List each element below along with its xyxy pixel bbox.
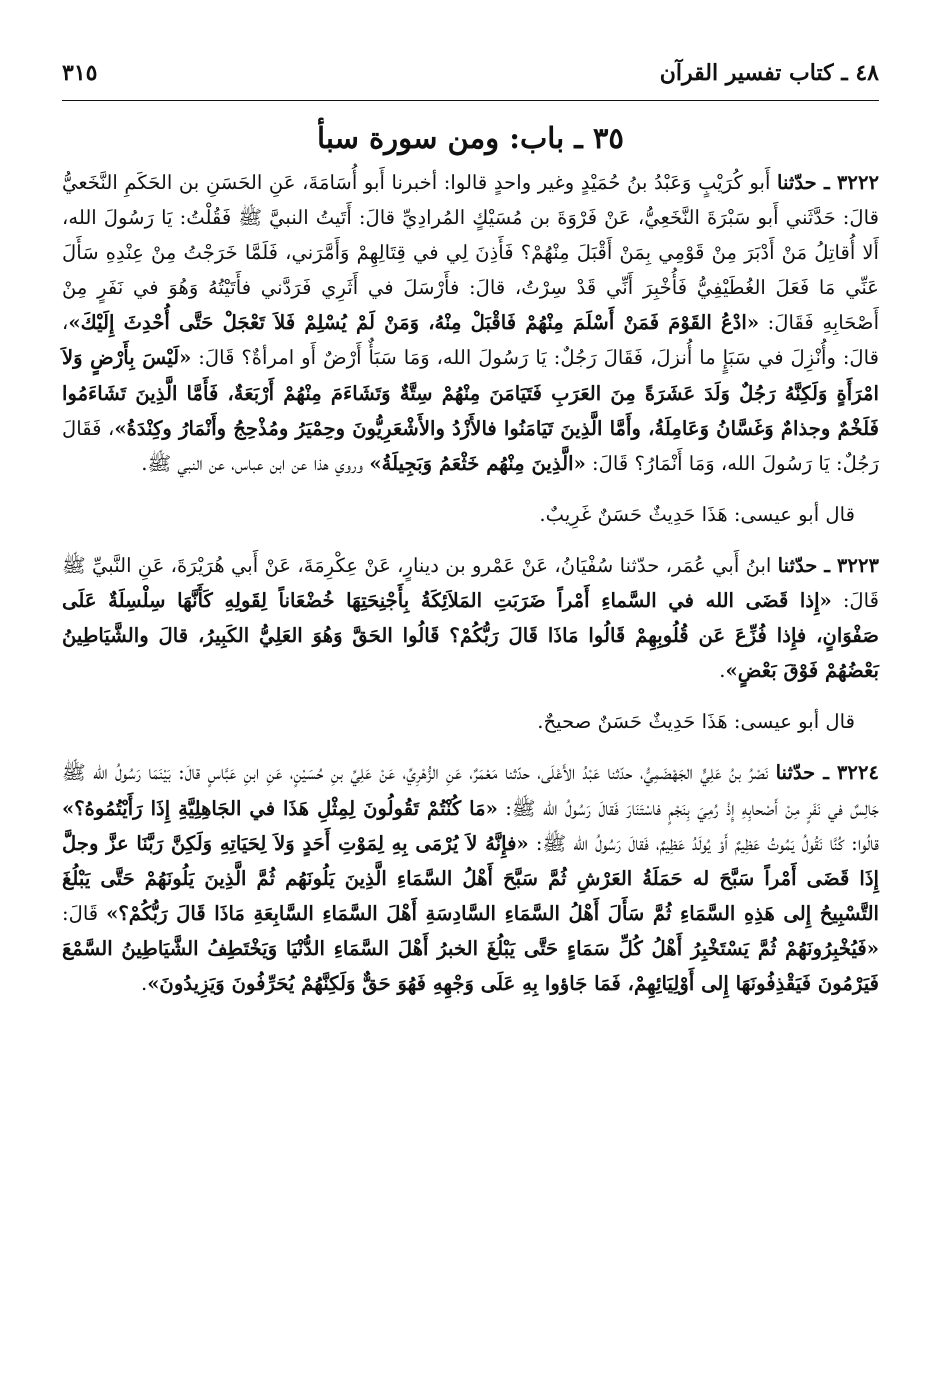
hadith-text: قالُوا: كُنَّا نَقُولُ يَمُوتُ عَظِيمٌ أَوْ يُولَدُ عَظِيمٌ، فَقالَ رَسُولُ الله ﷺ: [528,831,879,855]
prophetic-quote: «مَا كُنْتُمْ تَقُولُونَ لِمِثْلِ هَذَا في الجَاهِلِيَّةِ إِذَا رَأَيْتُمُوهُ؟» [62,796,498,820]
prophetic-quote: «إِذا قَضَى الله في السَّماءِ أَمْراً ضَرَبَتِ المَلاَئِكَةُ بِأَجْنِحَتِهَا خُضْعَاناً لِقَولِهِ كَأَنَّهَا سِلْسِلَةٌ عَلَى صَفْوَانٍ، فإِذا فُزِّعَ عَن قُلُوبِهِمْ قَالُوا مَاذَا قَالَ رَبُّكُمْ؟ قَالُوا الحَقَّ وَهُوَ العَلِيُّ الكَبِيرُ، قالَ والشَّيَاطِينُ بَعْضُهُمْ فَوْقَ بَعْضٍ» [62,589,879,683]
hadith-text: أَبو كُرَيْبٍ وَعَبْدُ بنُ حُمَيْدٍ وغير واحدٍ قالوا: أخبرنا أَبو أُسَامَةَ، عَنِ الحَسَنِ بن الحَكَمِ النَّخَعيُّ قالَ: حَدَّثَني أَبو سَبْرَةَ النَّخَعِيُّ، عَنْ فَرْوَةَ بن مُسَيْكٍ المُرادِيِّ قالَ: أَتَيتُ النبيَّ ﷺ فَقُلْتُ: يَا رَسُولَ الله، أَلا أُقاتِلُ مَنْ أَدْبَرَ مِنْ قَوْمِي بِمَنْ أَقْبَلَ مِنْهُمْ؟ فَأَذِنَ لِي في قِتَالِهِمْ وَأَمَّرَني، فَلَمَّا خَرَجْتُ مِنْ عِنْدِهِ سَأَلَ عَنِّي مَا فَعَلَ الغُطَيْفِيُّ فَأُخْبِرَ أَنِّي قَدْ سِرْتُ، قالَ: فأَرْسَلَ في أَثَرِي فَرَدَّني فأَتَيْتُهُ وَهُوَ في نَفَرٍ مِنْ أَصْحَابِهِ فَقَالَ: [62,171,880,335]
prophetic-quote: «ادْعُ القَوْمَ فَمَنْ أَسْلَمَ مِنْهُمْ فَاقْبَلْ مِنْهُ، وَمَنْ لَمْ يُسْلِمْ فَلاَ تَعْجَلْ حَتَّى أُحْدِثَ إِلَيْكَ» [68,311,760,335]
hadith-text: ، فَقَالَ رَجُلٌ: يَا رَسُولَ الله، وَمَا أَنْمَارُ؟ قَالَ: [62,416,879,475]
prophetic-quote: «فَيُخْبِرُونَهُمْ ثُمَّ يَسْتَخْبِرُ أَهْلُ كُلِّ سَمَاءٍ حَتَّى يَبْلُغَ الخبرُ أَهْلَ السَّمَاءِ الدُّنْيَا وَيَخْتَطِفُ الشَّيَاطِينُ السَّمْعَ فَيَرْمُونَ فَيَقْذِفُونَهَا إِلى أَوْلِيَائِهِمْ، فَمَا جَاؤوا بِهِ عَلَى وَجْهِهِ فَهُوَ حَقٌّ وَلَكِنَّهُمْ يُحَرِّفُونَ وَيَزِيدُونَ» [62,936,879,995]
hadith-text: قَالَ: [62,901,107,925]
hadith-text: ابنُ أَبي عُمَر، حدّثنا سُفْيَانُ، عَنْ عَمْرو بن دينارٍ، عَنْ عِكْرِمَةَ، عَنْ أَبي هُرَيْرَةَ، عَنِ النَّبيِّ ﷺ قَالَ: [62,553,880,613]
hadith-text: وروي هذا عن ابن عباس، عن النبي ﷺ. [141,451,370,475]
running-header [62,60,879,101]
prophetic-quote: «الَّذِينَ مِنْهُم خَثْعَمُ وَبَجِيلَةُ» [369,451,586,475]
hadith-3224 [62,755,879,1001]
hadith-text: . [719,659,726,683]
grading-note: قال أبو عيسى: هَذَا حَدِيثٌ حَسَنٌ غَرِيبٌ. [539,502,855,526]
prophetic-quote: «لَيْسَ بِأَرْضٍ وَلاَ امْرَأَةٍ وَلَكِنَّهُ رَجُلٌ وَلَدَ عَشَرَةً مِنَ العَرَبِ فَتَيَامَنَ مِنْهُمْ سِتَّةٌ وَتَشَاءَمَ مِنْهُمْ أَرْبَعَةٌ، فَأَمَّا الَّذِينَ تَشَاءَمُوا فَلَخْمٌ وجذامٌ وَغَسَّانُ وَعَامِلَةُ، وأَمَّا الَّذِينَ تَيَامَنُوا فالأَزْدُ والأَشْعَرِيُّونَ وحِمْيَرُ ومُذْحِجُ وأَنْمَارُ وكِنْدَةُ» [62,346,880,440]
hadith-number: ٣٢٢٣ ـ حدّثنا [777,553,880,577]
prophetic-quote: «فإِنَّهُ لاَ يُرْمَى بِهِ لِمَوْتِ أَحَدٍ وَلاَ لِحَيَاتِهِ وَلَكِنَّ رَبَّنَا عزَّ وجلَّ إِذَا قَضَى أَمْراً سَبَّحَ له حَمَلَةُ العَرْشِ ثُمَّ سَبَّحَ أَهْلُ السَّمَاءِ الَّذِينَ يَلُونَهُم ثُمَّ الَّذِينَ يَلُونَهُمْ حَتَّى يَبْلُغَ التَّسْبِيحُ إِلى هَذِهِ السَّمَاءِ ثُمَّ سَأَلَ أَهْلُ السَّمَاءِ السَّادِسَةِ أَهْلَ السَّمَاءِ السَّابِعَةِ مَاذَا قَالَ رَبُّكُمْ؟» [62,831,879,925]
chapter-reference: ٤٨ ـ كتاب تفسير القرآن [659,60,879,86]
hadith-text: نَصْرُ بنُ عَلِيٍّ الجَهْضَمِيُّ، حدّثنا عَبْدُ الأَعْلَى، حدّثنا مَعْمَرٌ، عَنِ الزُّهْرِيِّ، عَنْ عَلِيِّ بنِ حُسَيْنٍ، عَنِ ابنِ عَبَّاسٍ قالَ: بَيْنَمَا رَسُولُ الله ﷺ جَالِسٌ في نَفَرٍ مِنْ أَصْحابِهِ إِذْ رُمِيَ بِنَجْمٍ فاسْتَنَارَ فَقالَ رَسُولُ الله ﷺ: [62,761,879,820]
hadith-number: ٣٢٢٤ ـ حدّثنا [775,761,880,785]
hadith-text: ، قالَ: وأُنْزِلَ في سَبَإٍ ما أُنزلَ، فَقَالَ رَجُلٌ: يَا رَسُولَ الله، وَمَا سَبَأٌ أَرْضٌ أَو امرأةٌ؟ قَالَ: [62,311,879,370]
hadith-number: ٣٢٢٢ ـ حدّثنا [777,171,880,194]
hadith-text: . [140,971,148,995]
grading-note: قال أبو عيسى: هَذَا حَدِيثٌ حَسَنٌ صحيحٌ. [537,710,855,734]
section-title: ٣٥ ـ باب: ومن سورة سبأ [316,121,625,155]
page-number: ٣١٥ [62,60,98,86]
hadith-3222 [62,165,879,481]
hadith-3223 [62,548,879,688]
